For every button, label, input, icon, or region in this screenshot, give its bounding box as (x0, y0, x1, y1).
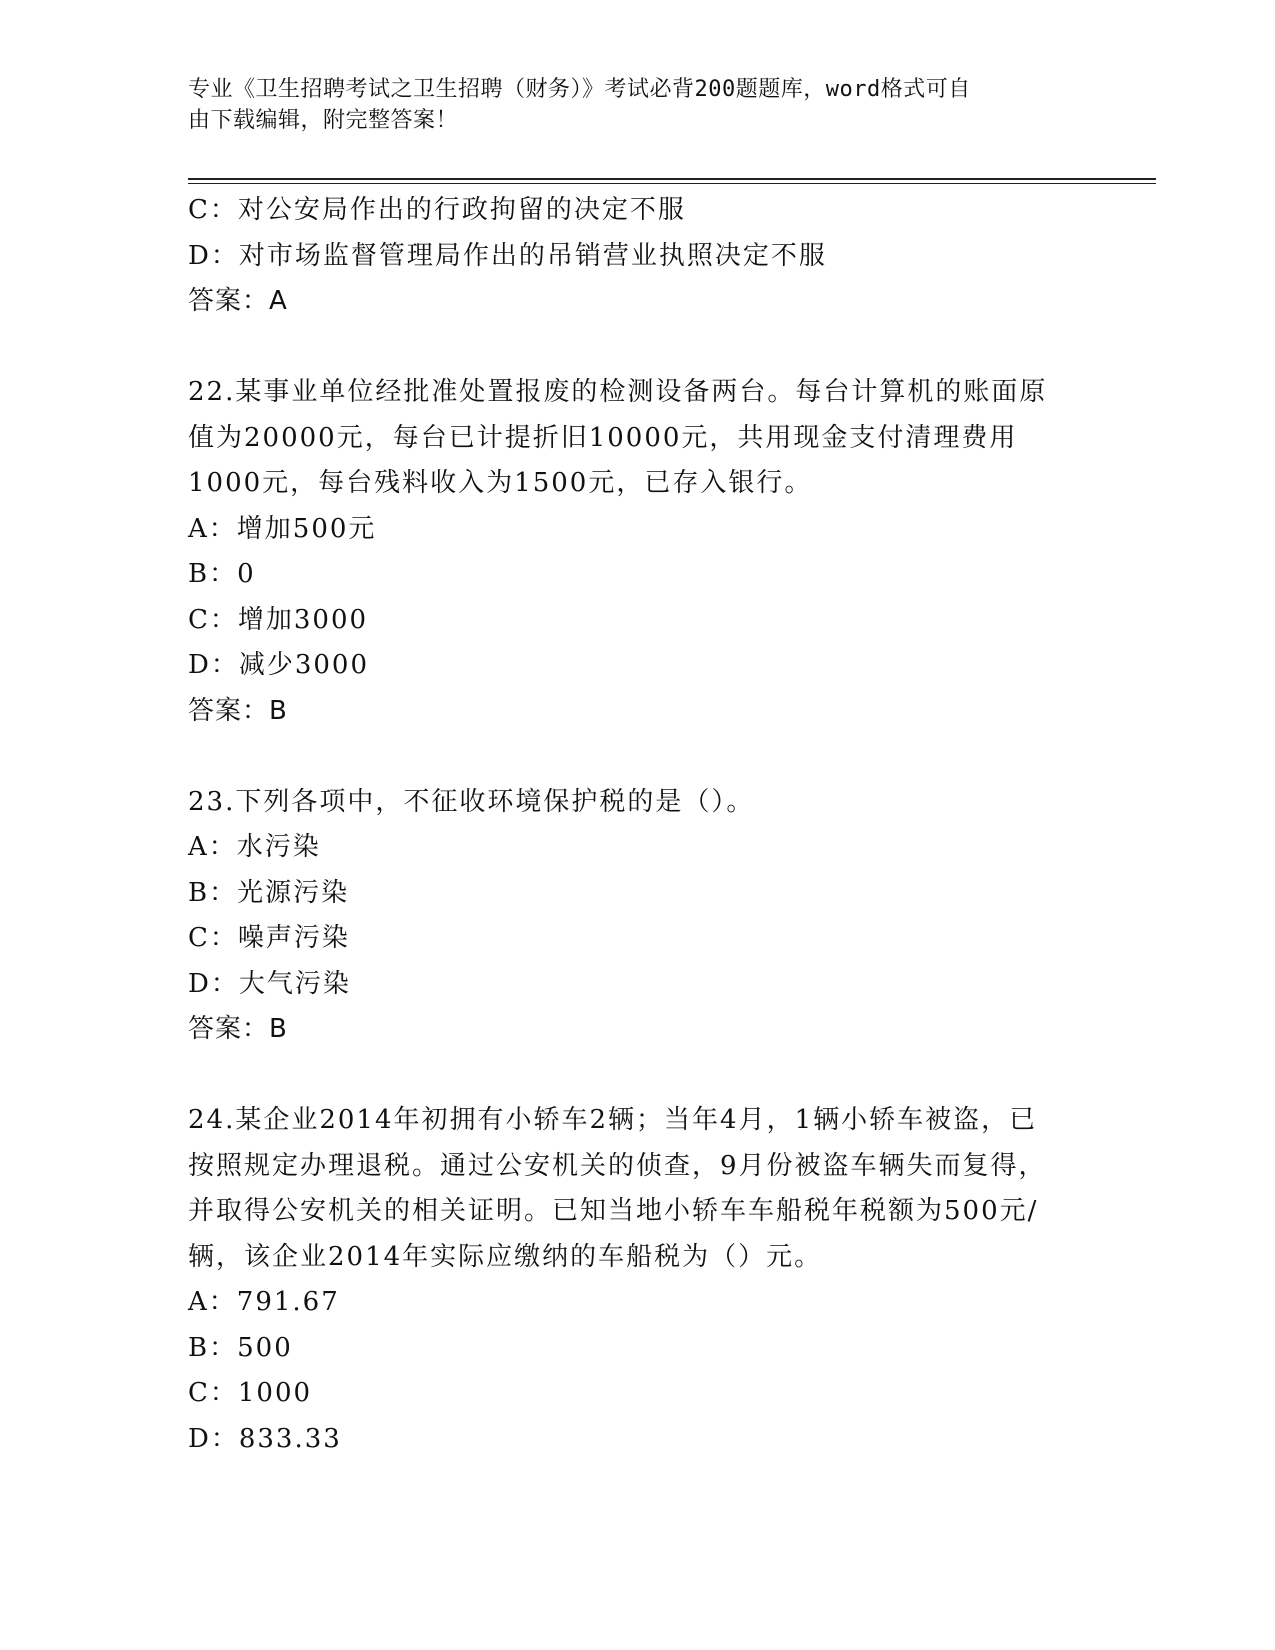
header-divider (188, 178, 1156, 184)
q22-stem-line-1: 22.某事业单位经批准处置报废的检测设备两台。每台计算机的账面原 (188, 377, 1048, 407)
q21-option-d: D：对市场监督管理局作出的吊销营业执照决定不服 (188, 240, 827, 271)
q21-answer: 答案：A (188, 286, 288, 316)
header-line-2: 由下载编辑，附完整答案！ (188, 108, 459, 133)
q21-option-c: C：对公安局作出的行政拘留的决定不服 (188, 195, 686, 225)
q22-answer: 答案：B (188, 695, 288, 726)
q24-stem-line-1: 24.某企业2014年初拥有小轿车2辆；当年4月，1辆小轿车被盗，已 (188, 1105, 1038, 1135)
header-line-1: 专业《卫生招聘考试之卫生招聘（财务）》考试必背200题题库，word格式可自 (188, 77, 971, 102)
q22-option-d: D：减少3000 (188, 650, 370, 680)
q22-stem-line-3: 1000元，每台残料收入为1500元，已存入银行。 (188, 468, 813, 498)
spacer (188, 1053, 1088, 1099)
q23-option-d: D：大气污染 (188, 968, 351, 999)
spacer (188, 325, 1088, 371)
q24-stem-line-2: 按照规定办理退税。通过公安机关的侦查，9月份被盗车辆失而复得， (188, 1150, 1047, 1181)
q24-stem-line-3: 并取得公安机关的相关证明。已知当地小轿车车船税年税额为500元/ (188, 1196, 1039, 1226)
q22-option-b: B：0 (188, 559, 256, 589)
q22-option-c: C：增加3000 (188, 604, 369, 635)
q24-option-a: A：791.67 (188, 1287, 340, 1317)
q24-stem-line-4: 辆，该企业2014年实际应缴纳的车船税为（）元。 (188, 1241, 823, 1272)
q23-answer: 答案：B (188, 1014, 288, 1044)
document-header (188, 74, 1088, 136)
q23-option-a: A：水污染 (188, 832, 321, 862)
q24-option-b: B：500 (188, 1332, 293, 1363)
q23-option-b: B：光源污染 (188, 877, 350, 908)
q24-option-c: C：1000 (188, 1378, 313, 1408)
spacer (188, 734, 1088, 780)
question-content (188, 188, 1088, 1462)
q23-stem-line-1: 23.下列各项中，不征收环境保护税的是（）。 (188, 786, 755, 817)
q22-stem-line-2: 值为20000元，每台已计提折旧10000元，共用现金支付清理费用 (188, 422, 1018, 453)
q24-option-d: D：833.33 (188, 1423, 342, 1454)
q23-option-c: C：噪声污染 (188, 923, 350, 953)
q22-option-a: A：增加500元 (188, 513, 377, 544)
